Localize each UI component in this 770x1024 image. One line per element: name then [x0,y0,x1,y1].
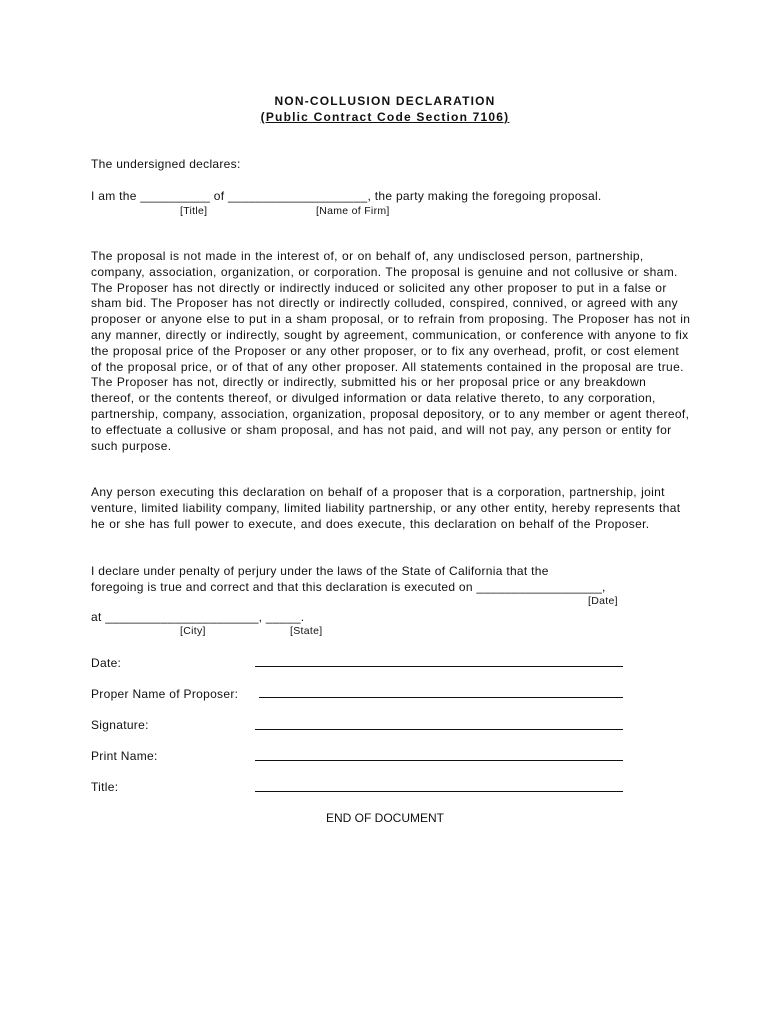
date-hint: [Date] [588,595,618,607]
signature-label: Signature: [91,718,149,732]
signature-line[interactable] [255,729,623,730]
proposer-name-line[interactable] [259,697,623,698]
state-hint: [State] [290,625,323,637]
end-of-document: END OF DOCUMENT [326,811,444,825]
city-hint: [City] [180,625,206,637]
perjury-line-2: foregoing is true and correct and that this declaration is executed on __________________, [91,580,606,594]
document-subtitle [0,110,770,125]
date-label: Date: [91,656,122,670]
date-signature-line[interactable] [255,666,623,667]
identity-line: I am the __________ of ____________________, the party making the foregoing proposal. [91,189,602,203]
print-name-line[interactable] [255,760,623,761]
subtitle-text: (Public Contract Code Section 7106) [260,110,510,124]
title-line[interactable] [255,791,623,792]
perjury-line-1: I declare under penalty of perjury under the laws of the State of California that the [91,564,549,578]
print-name-label: Print Name: [91,749,158,763]
firm-hint: [Name of Firm] [316,205,390,217]
document-title: NON-COLLUSION DECLARATION [274,94,496,108]
authority-paragraph: Any person executing this declaration on behalf of a proposer that is a corporation, partnership, joint venture, limited liability company, limited liability partnership, or any other entity, hereby represents that he or she has full power to execute, and does execute, this declaration on behalf of the Proposer. [91,485,681,531]
title-label: Title: [91,780,119,794]
intro-line: The undersigned declares: [91,157,241,171]
proposer-name-label: Proper Name of Proposer: [91,687,239,701]
perjury-line-3: at ______________________, _____. [91,610,305,624]
title-hint: [Title] [180,205,208,217]
non-collusion-paragraph: The proposal is not made in the interest of, or on behalf of, any undisclosed person, partnership, company, association, organization, or corporation. The proposal is genuine and not collusive or sham. The Proposer has not directly or indirectly induced or solicited any other proposer to put in a false or sham bid. The Proposer has not directly or indirectly colluded, conspired, connived, or agreed with any proposer or anyone else to put in a sham proposal, or to refrain from proposing. The Proposer has not in any manner, directly or indirectly, sought by agreement, communication, or conference with anyone to fix the proposal price of the Proposer or any other proposer, or to fix any overhead, profit, or cost element of the proposal price, or of that of any other proposer. All statements contained in the proposal are true. The Proposer has not, directly or indirectly, submitted his or her proposal price or any breakdown thereof, or the contents thereof, or divulged information or data relative thereto, to any corporation, partnership, company, association, organization, proposal depository, or to any member or agent thereof, to effectuate a collusive or sham proposal, and has not paid, and will not pay, any person or entity for such purpose. [91,249,691,453]
